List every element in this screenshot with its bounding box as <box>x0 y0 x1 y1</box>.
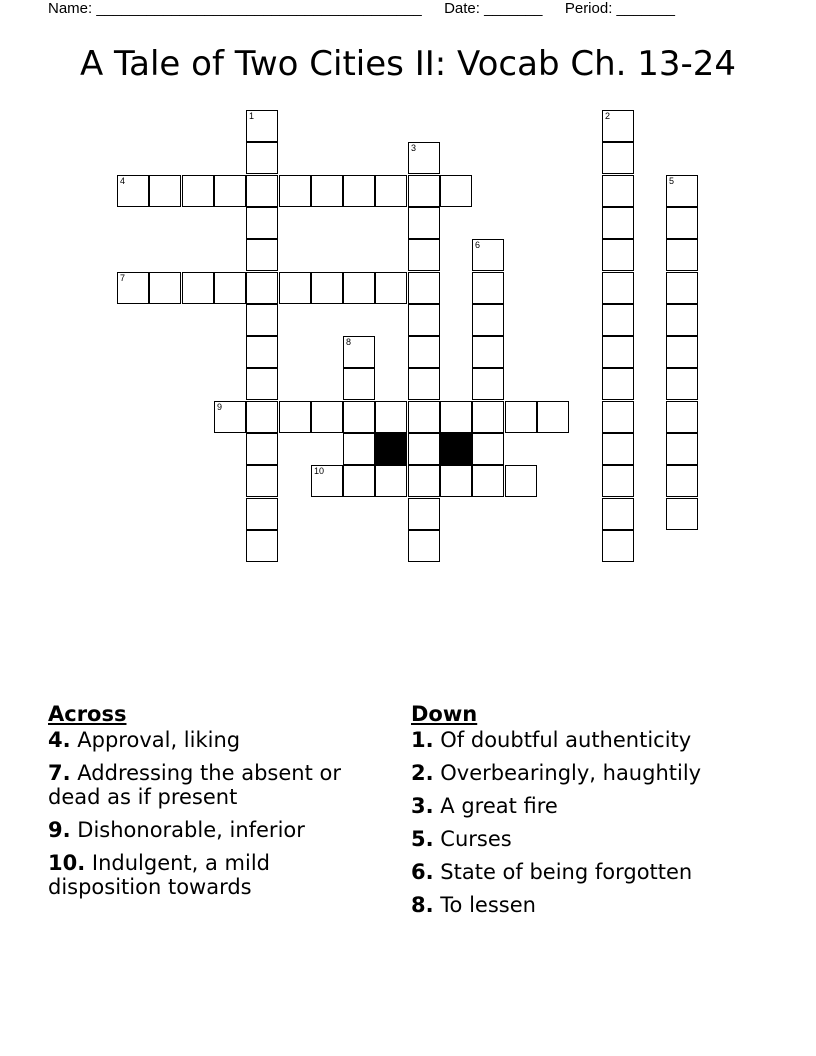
crossword-cell[interactable] <box>472 239 504 271</box>
period-label: Period: <box>564 0 613 17</box>
across-heading: Across <box>48 702 127 726</box>
crossword-cell[interactable] <box>408 207 440 239</box>
crossword-cell[interactable] <box>602 175 634 207</box>
clue-number: 7. <box>48 761 71 785</box>
crossword-cell[interactable] <box>408 401 440 433</box>
crossword-cell[interactable] <box>602 401 634 433</box>
clue-across-7 <box>48 761 368 809</box>
clue-text: Curses <box>440 827 512 851</box>
crossword-cell[interactable] <box>408 239 440 271</box>
crossword-cell[interactable] <box>117 175 149 207</box>
cell-number: 7 <box>120 273 126 283</box>
cell-number: 2 <box>605 111 611 121</box>
crossword-cell[interactable] <box>182 272 214 304</box>
clue-number: 3. <box>411 794 434 818</box>
crossword-cell[interactable] <box>214 272 246 304</box>
crossword-cell[interactable] <box>246 207 278 239</box>
clue-number: 10. <box>48 851 86 875</box>
crossword-cell[interactable] <box>343 368 375 400</box>
crossword-cell[interactable] <box>472 336 504 368</box>
cell-number: 10 <box>314 466 325 476</box>
crossword-cell[interactable] <box>246 465 278 497</box>
cell-number: 3 <box>411 143 417 153</box>
crossword-cell[interactable] <box>666 465 698 497</box>
clue-text: Overbearingly, haughtily <box>440 761 702 785</box>
crossword-cell[interactable] <box>375 465 407 497</box>
clue-down-2 <box>411 761 771 785</box>
crossword-cell[interactable] <box>408 304 440 336</box>
crossword-cell[interactable] <box>149 272 181 304</box>
crossword-cell[interactable] <box>408 336 440 368</box>
cell-number: 1 <box>249 111 255 121</box>
crossword-cell[interactable] <box>472 433 504 465</box>
clue-across-10 <box>48 851 368 899</box>
crossword-cell[interactable] <box>311 272 343 304</box>
crossword-cell[interactable] <box>602 498 634 530</box>
crossword-cell[interactable] <box>279 272 311 304</box>
down-heading: Down <box>411 702 478 726</box>
crossword-cell[interactable] <box>602 304 634 336</box>
clue-text: To lessen <box>440 893 536 917</box>
crossword-cell[interactable] <box>408 142 440 174</box>
crossword-cell[interactable] <box>343 336 375 368</box>
clue-down-8 <box>411 893 771 917</box>
crossword-cell[interactable] <box>505 401 537 433</box>
cell-number: 4 <box>120 176 126 186</box>
date-label: Date: <box>444 0 480 17</box>
clue-text: Addressing the absent or dead as if present <box>48 761 341 809</box>
crossword-cell[interactable] <box>214 401 246 433</box>
crossword-cell[interactable] <box>246 368 278 400</box>
crossword-cell[interactable] <box>214 175 246 207</box>
clue-number: 5. <box>411 827 434 851</box>
crossword-cell[interactable] <box>375 272 407 304</box>
crossword-cell[interactable] <box>246 110 278 142</box>
crossword-cell[interactable] <box>602 110 634 142</box>
crossword-cell[interactable] <box>537 401 569 433</box>
date-blank[interactable]: _______ <box>484 0 543 17</box>
crossword-cell[interactable] <box>343 401 375 433</box>
clue-number: 6. <box>411 860 434 884</box>
clue-across-4 <box>48 728 368 752</box>
crossword-cell[interactable] <box>472 465 504 497</box>
crossword-cell[interactable] <box>246 142 278 174</box>
crossword-cell[interactable] <box>279 401 311 433</box>
clue-down-3 <box>411 794 771 818</box>
crossword-cell[interactable] <box>408 175 440 207</box>
clue-down-1 <box>411 728 771 752</box>
page-title: A Tale of Two Cities II: Vocab Ch. 13-24 <box>79 44 737 84</box>
crossword-cell[interactable] <box>408 530 440 562</box>
clue-text: Of doubtful authenticity <box>440 728 692 752</box>
clue-down-5 <box>411 827 771 851</box>
crossword-cell[interactable] <box>246 239 278 271</box>
crossword-black-cell <box>375 433 407 465</box>
crossword-cell[interactable] <box>666 239 698 271</box>
crossword-cell[interactable] <box>246 498 278 530</box>
clue-text: State of being forgotten <box>440 860 693 884</box>
name-label: Name: <box>48 0 93 17</box>
crossword-cell[interactable] <box>343 175 375 207</box>
cell-number: 8 <box>346 337 352 347</box>
crossword-cell[interactable] <box>117 272 149 304</box>
crossword-cell[interactable] <box>311 175 343 207</box>
clue-number: 9. <box>48 818 71 842</box>
clue-text: Approval, liking <box>77 728 241 752</box>
crossword-cell[interactable] <box>666 368 698 400</box>
period-blank[interactable]: _______ <box>616 0 675 17</box>
crossword-cell[interactable] <box>408 368 440 400</box>
crossword-cell[interactable] <box>343 465 375 497</box>
clue-text: Dishonorable, inferior <box>77 818 305 842</box>
crossword-cell[interactable] <box>246 401 278 433</box>
crossword-cell[interactable] <box>246 433 278 465</box>
clue-down-6 <box>411 860 771 884</box>
crossword-cell[interactable] <box>246 272 278 304</box>
crossword-cell[interactable] <box>505 465 537 497</box>
cell-number: 9 <box>217 402 223 412</box>
crossword-cell[interactable] <box>408 272 440 304</box>
crossword-cell[interactable] <box>375 175 407 207</box>
clue-across-9 <box>48 818 368 842</box>
crossword-cell[interactable] <box>602 239 634 271</box>
clue-text: A great fire <box>440 794 558 818</box>
crossword-cell[interactable] <box>602 142 634 174</box>
name-blank[interactable]: _______________________________________ <box>96 0 422 17</box>
down-clues <box>411 702 771 926</box>
crossword-cell[interactable] <box>279 175 311 207</box>
crossword-cell[interactable] <box>602 207 634 239</box>
cell-number: 5 <box>669 176 675 186</box>
crossword-cell[interactable] <box>246 336 278 368</box>
crossword-cell[interactable] <box>440 401 472 433</box>
crossword-cell[interactable] <box>666 304 698 336</box>
crossword-cell[interactable] <box>472 368 504 400</box>
crossword-cell[interactable] <box>666 175 698 207</box>
crossword-cell[interactable] <box>343 433 375 465</box>
crossword-cell[interactable] <box>666 336 698 368</box>
crossword-cell[interactable] <box>311 465 343 497</box>
across-clues <box>48 702 368 908</box>
crossword-cell[interactable] <box>343 272 375 304</box>
crossword-cell[interactable] <box>408 433 440 465</box>
clue-text: Indulgent, a mild disposition towards <box>48 851 271 899</box>
crossword-cell[interactable] <box>666 401 698 433</box>
crossword-cell[interactable] <box>602 368 634 400</box>
clue-number: 1. <box>411 728 434 752</box>
crossword-cell[interactable] <box>602 336 634 368</box>
crossword-cell[interactable] <box>246 304 278 336</box>
crossword-cell[interactable] <box>602 465 634 497</box>
crossword-cell[interactable] <box>666 498 698 530</box>
crossword-cell[interactable] <box>440 465 472 497</box>
crossword-cell[interactable] <box>472 272 504 304</box>
crossword-cell[interactable] <box>440 175 472 207</box>
crossword-cell[interactable] <box>666 207 698 239</box>
crossword-cell[interactable] <box>246 530 278 562</box>
cell-number: 6 <box>475 240 481 250</box>
crossword-cell[interactable] <box>472 401 504 433</box>
crossword-cell[interactable] <box>182 175 214 207</box>
clue-number: 2. <box>411 761 434 785</box>
crossword-cell[interactable] <box>311 401 343 433</box>
clue-number: 8. <box>411 893 434 917</box>
crossword-cell[interactable] <box>375 401 407 433</box>
crossword-cell[interactable] <box>246 175 278 207</box>
crossword-cell[interactable] <box>149 175 181 207</box>
crossword-cell[interactable] <box>666 272 698 304</box>
crossword-cell[interactable] <box>408 465 440 497</box>
crossword-black-cell <box>440 433 472 465</box>
crossword-cell[interactable] <box>602 433 634 465</box>
clue-number: 4. <box>48 728 71 752</box>
crossword-cell[interactable] <box>602 272 634 304</box>
crossword-cell[interactable] <box>666 433 698 465</box>
crossword-cell[interactable] <box>408 498 440 530</box>
crossword-cell[interactable] <box>602 530 634 562</box>
crossword-cell[interactable] <box>472 304 504 336</box>
